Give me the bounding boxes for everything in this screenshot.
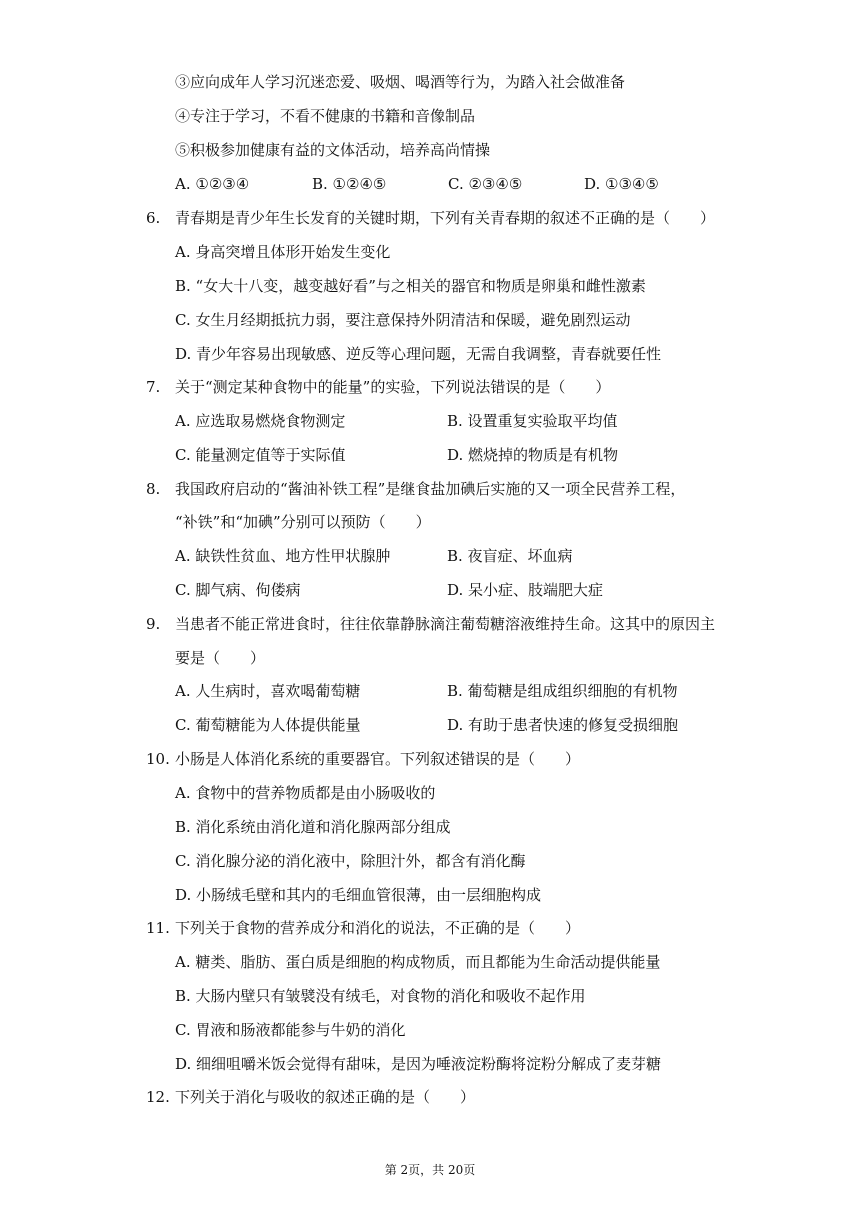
q8-stem-cont: “补铁”和“加碘”分别可以预防（ ）: [175, 513, 431, 531]
page-footer: 第 2页，共 20页: [384, 1163, 476, 1177]
q5-item-4: ④专注于学习，不看不健康的书籍和音像制品: [175, 107, 476, 125]
q5-option-b: B. ①②④⑤: [312, 175, 387, 193]
q6-option-a: A. 身高突增且体形开始发生变化: [175, 243, 391, 261]
q8-option-d: D. 呆小症、肢端肥大症: [447, 581, 604, 599]
q10-option-a: A. 食物中的营养物质都是由小肠吸收的: [175, 784, 436, 802]
q5-option-a: A. ①②③④: [175, 175, 250, 193]
q11-option-a: A. 糖类、脂肪、蛋白质是细胞的构成物质，而且都能为生命活动提供能量: [175, 953, 661, 971]
q10-number: 10.: [146, 750, 170, 768]
q5-option-d: D. ①③④⑤: [584, 175, 659, 193]
q7-stem: 关于“测定某种食物中的能量”的实验，下列说法错误的是（ ）: [175, 378, 611, 396]
q7-number: 7.: [146, 378, 161, 396]
q9-option-d: D. 有助于患者快速的修复受损细胞: [447, 716, 679, 734]
q6-option-b: B. “女大十八变，越变越好看”与之相关的器官和物质是卵巢和雌性激素: [175, 277, 646, 295]
q9-stem: 当患者不能正常进食时，往往依靠静脉滴注葡萄糖溶液维持生命。这其中的原因主: [175, 615, 716, 633]
q9-stem-cont: 要是（ ）: [175, 649, 266, 667]
q5-item-5: ⑤积极参加健康有益的文体活动，培养高尚情操: [175, 141, 491, 159]
q6-number: 6.: [146, 209, 161, 227]
q10-option-d: D. 小肠绒毛壁和其内的毛细血管很薄，由一层细胞构成: [175, 886, 542, 904]
q10-option-b: B. 消化系统由消化道和消化腺两部分组成: [175, 818, 451, 836]
q8-number: 8.: [146, 480, 161, 498]
q8-stem: 我国政府启动的“酱油补铁工程”是继食盐加碘后实施的又一项全民营养工程，: [175, 480, 686, 498]
q9-option-b: B. 葡萄糖是组成组织细胞的有机物: [447, 682, 678, 700]
q9-option-c: C. 葡萄糖能为人体提供能量: [175, 716, 361, 734]
q6-stem: 青春期是青少年生长发育的关键时期，下列有关青春期的叙述不正确的是（ ）: [175, 209, 716, 227]
q11-stem: 下列关于食物的营养成分和消化的说法，不正确的是（ ）: [175, 919, 581, 937]
q6-option-c: C. 女生月经期抵抗力弱，要注意保持外阴清洁和保暖，避免剧烈运动: [175, 311, 631, 329]
q5-item-3: ③应向成年人学习沉迷恋爱、吸烟、喝酒等行为，为踏入社会做准备: [175, 73, 626, 91]
q12-number: 12.: [146, 1088, 170, 1106]
q11-option-d: D. 细细咀嚼米饭会觉得有甜味，是因为唾液淀粉酶将淀粉分解成了麦芽糖: [175, 1055, 662, 1073]
q12-stem: 下列关于消化与吸收的叙述正确的是（ ）: [175, 1088, 476, 1106]
q7-option-a: A. 应选取易燃烧食物测定: [175, 412, 346, 430]
q8-option-b: B. 夜盲症、坏血病: [447, 547, 573, 565]
q10-stem: 小肠是人体消化系统的重要器官。下列叙述错误的是（ ）: [175, 750, 581, 768]
q7-option-b: B. 设置重复实验取平均值: [447, 412, 618, 430]
q11-option-c: C. 胃液和肠液都能参与牛奶的消化: [175, 1021, 406, 1039]
q8-option-c: C. 脚气病、佝偻病: [175, 581, 301, 599]
q10-option-c: C. 消化腺分泌的消化液中，除胆汁外，都含有消化酶: [175, 852, 526, 870]
q5-option-c: C. ②③④⑤: [448, 175, 523, 193]
q11-option-b: B. 大肠内壁只有皱襞没有绒毛，对食物的消化和吸收不起作用: [175, 987, 586, 1005]
q9-number: 9.: [146, 615, 161, 633]
q6-option-d: D. 青少年容易出现敏感、逆反等心理问题，无需自我调整，青春就要任性: [175, 345, 662, 363]
q8-option-a: A. 缺铁性贫血、地方性甲状腺肿: [175, 547, 391, 565]
q11-number: 11.: [146, 919, 170, 937]
q9-option-a: A. 人生病时，喜欢喝葡萄糖: [175, 682, 361, 700]
q7-option-c: C. 能量测定值等于实际值: [175, 446, 346, 464]
q7-option-d: D. 燃烧掉的物质是有机物: [447, 446, 619, 464]
